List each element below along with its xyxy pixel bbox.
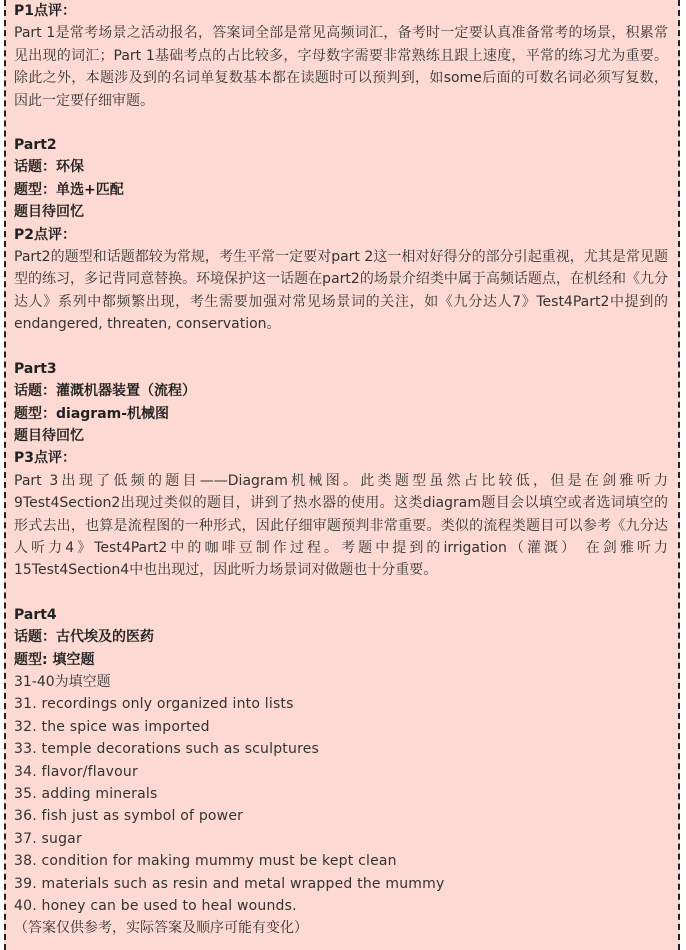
part3-topic: 话题：灌溉机器装置（流程）	[14, 383, 196, 400]
p2-comment-text: Part2的题型和话题都较为常规，考生平常一定要对part 2这一相对好得分的部分引起重视，尤其是常见题型的练习，多记背同意替换。环境保护这一话题在part2的场景介绍类中属于高频话题点，在机经和《九分达人》系列中都频繁出现，考生需要加强对常见场景词的关注，如《九分达人7》Test4Part2中提到的endangered, threaten, conservation。	[14, 249, 668, 333]
answer-disclaimer: （答案仅供参考，实际答案及顺序可能有变化）	[14, 920, 308, 937]
p1-comment-text: Part 1是常考场景之活动报名，答案词全部是常见高频词汇，备考时一定要认真准备常考的场景，积累常见出现的词汇；Part 1基础考点的占比较多，字母数字需要非常熟练且跟上速度，平常的练习尤为重要。除此之外，本题涉及到的名词单复数基本都在读题时可以预判到，如some后面的可数名词必须写复数，因此一定要仔细审题。	[14, 25, 668, 109]
answer-item: 36. fish just as symbol of power	[14, 808, 244, 825]
answer-item: 33. temple decorations such as sculptures	[14, 741, 320, 758]
section-spacer	[14, 582, 668, 604]
p1-comment-heading: P1点评：	[14, 3, 77, 19]
section-spacer	[14, 336, 668, 358]
answer-item: 34. flavor/flavour	[14, 763, 138, 780]
part2-recall: 题目待回忆	[14, 204, 84, 221]
part4-heading: Part4	[14, 606, 57, 623]
answer-item: 31. recordings only organized into lists	[14, 696, 294, 713]
answer-item: 35. adding minerals	[14, 786, 158, 802]
p3-comment-heading: P3点评：	[14, 450, 77, 467]
p3-comment-text: Part 3出现了低频的题目——Diagram机械图。此类题型虽然占比较低，但是在剑雅听力9Test4Section2出现过类似的题目，讲到了热水器的使用。这类diagram题目会以填空或者选词填空的形式去出，也算是流程图的一种形式，因此仔细审题预判非常重要。类似的流程类题目可以参考《九分达人听力4》Test4Part2中的咖啡豆制作过程。考题中提到的irrigation（灌溉） 在剑雅听力15Test4Section4中也出现过，因此听力场景词对做题也十分重要。	[14, 472, 668, 579]
answer-item: 39. materials such as resin and metal wrapped the mummy	[14, 875, 445, 892]
p2-comment-heading: P2点评：	[14, 226, 77, 243]
section-spacer	[14, 112, 668, 134]
part4-type: 题型: 填空题	[14, 651, 95, 668]
answer-item: 37. sugar	[14, 830, 82, 847]
part4-range: 31-40为填空题	[14, 673, 111, 690]
part3-heading: Part3	[14, 360, 57, 377]
answer-item: 32. the spice was imported	[14, 718, 210, 735]
answer-list	[14, 693, 668, 917]
part4-topic: 话题：古代埃及的医药	[14, 629, 154, 646]
answer-item: 38. condition for making mummy must be kept clean	[14, 853, 397, 870]
part2-type: 题型：单选+匹配	[14, 181, 124, 198]
answer-item: 40. honey can be used to heal wounds.	[14, 898, 297, 915]
article-card	[4, 0, 680, 950]
part3-type: 题型：diagram-机械图	[14, 405, 170, 422]
part2-heading: Part2	[14, 137, 57, 154]
part3-recall: 题目待回忆	[14, 427, 84, 444]
part2-topic: 话题：环保	[14, 159, 84, 176]
